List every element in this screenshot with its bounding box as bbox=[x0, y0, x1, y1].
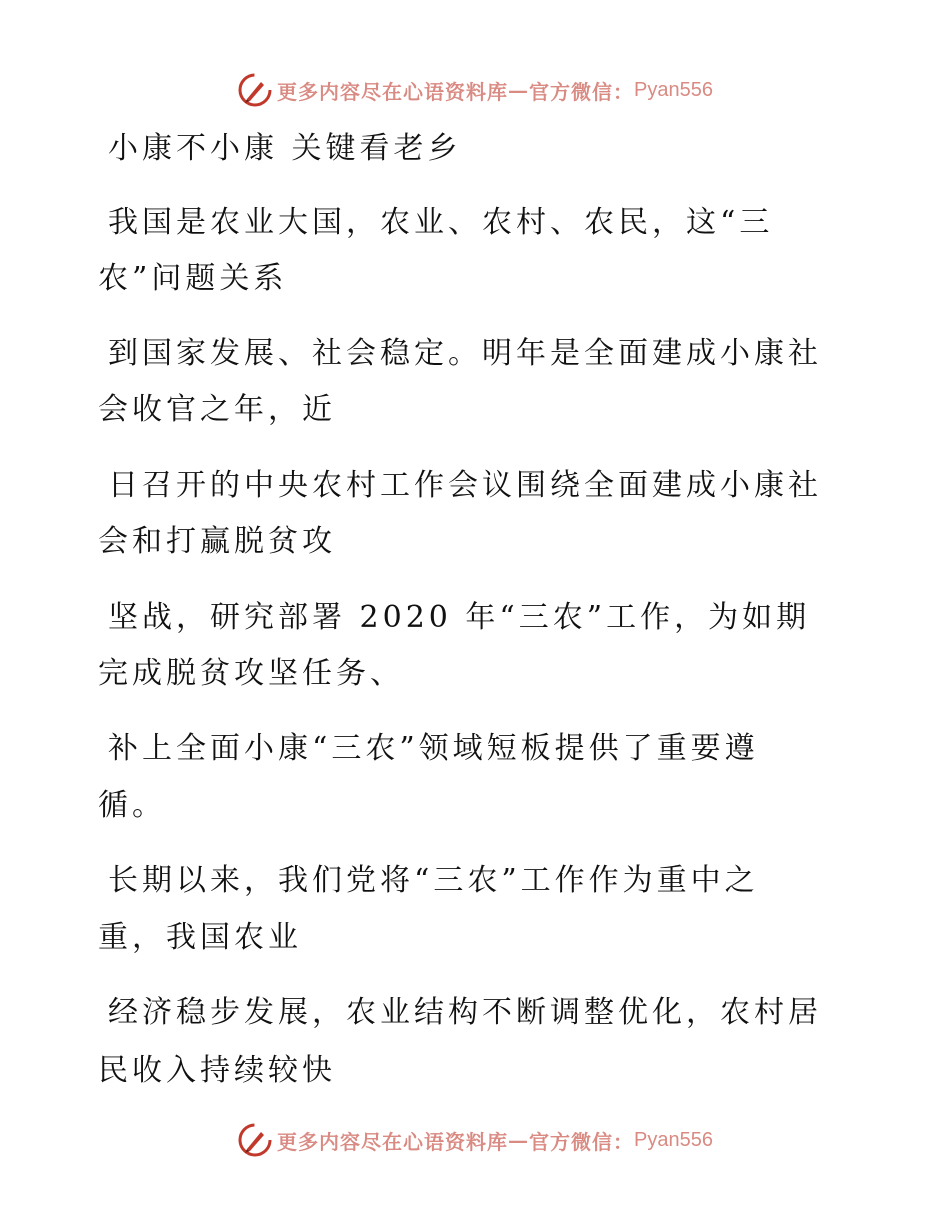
watermark-separator: — bbox=[508, 78, 530, 102]
watermark-label: 官方微信： bbox=[529, 79, 635, 104]
watermark-site-text: 更多内容尽在心语资料库 bbox=[277, 1129, 509, 1154]
paragraph-4-line-2: 完成脱贫攻坚任务、 bbox=[98, 656, 404, 691]
pen-logo-icon bbox=[237, 1122, 273, 1158]
watermark-label: 官方微信： bbox=[529, 1129, 635, 1154]
document-title: 小康不小康 关键看老乡 bbox=[108, 131, 462, 166]
paragraph-7-line-2: 民收入持续较快 bbox=[98, 1053, 336, 1088]
paragraph-2-line-1: 到国家发展、社会稳定。明年是全面建成小康社 bbox=[108, 336, 822, 371]
paragraph-6-line-2: 重，我国农业 bbox=[98, 920, 302, 955]
paragraph-7-line-1: 经济稳步发展，农业结构不断调整优化，农村居 bbox=[108, 995, 822, 1030]
watermark-separator: — bbox=[508, 1128, 530, 1152]
paragraph-6-line-1: 长期以来，我们党将“三农”工作作为重中之 bbox=[108, 863, 759, 898]
pen-logo-icon bbox=[237, 72, 273, 108]
paragraph-1-line-2: 农”问题关系 bbox=[98, 261, 288, 296]
paragraph-3-line-2: 会和打赢脱贫攻 bbox=[98, 524, 336, 559]
watermark-banner-bottom bbox=[0, 1120, 950, 1160]
watermark-site-text: 更多内容尽在心语资料库 bbox=[277, 79, 509, 104]
paragraph-5-line-2: 循。 bbox=[98, 788, 166, 823]
watermark-handle: Pyan556 bbox=[634, 78, 713, 101]
paragraph-4-line-1: 坚战，研究部署 2020 年“三农”工作，为如期 bbox=[108, 600, 811, 635]
watermark-handle: Pyan556 bbox=[634, 1128, 713, 1151]
watermark-banner-top bbox=[0, 70, 950, 110]
paragraph-3-line-1: 日召开的中央农村工作会议围绕全面建成小康社 bbox=[108, 468, 822, 503]
paragraph-1-line-1: 我国是农业大国，农业、农村、农民，这“三 bbox=[108, 205, 774, 240]
paragraph-2-line-2: 会收官之年，近 bbox=[98, 392, 336, 427]
paragraph-5-line-1: 补上全面小康“三农”领域短板提供了重要遵 bbox=[108, 731, 759, 766]
